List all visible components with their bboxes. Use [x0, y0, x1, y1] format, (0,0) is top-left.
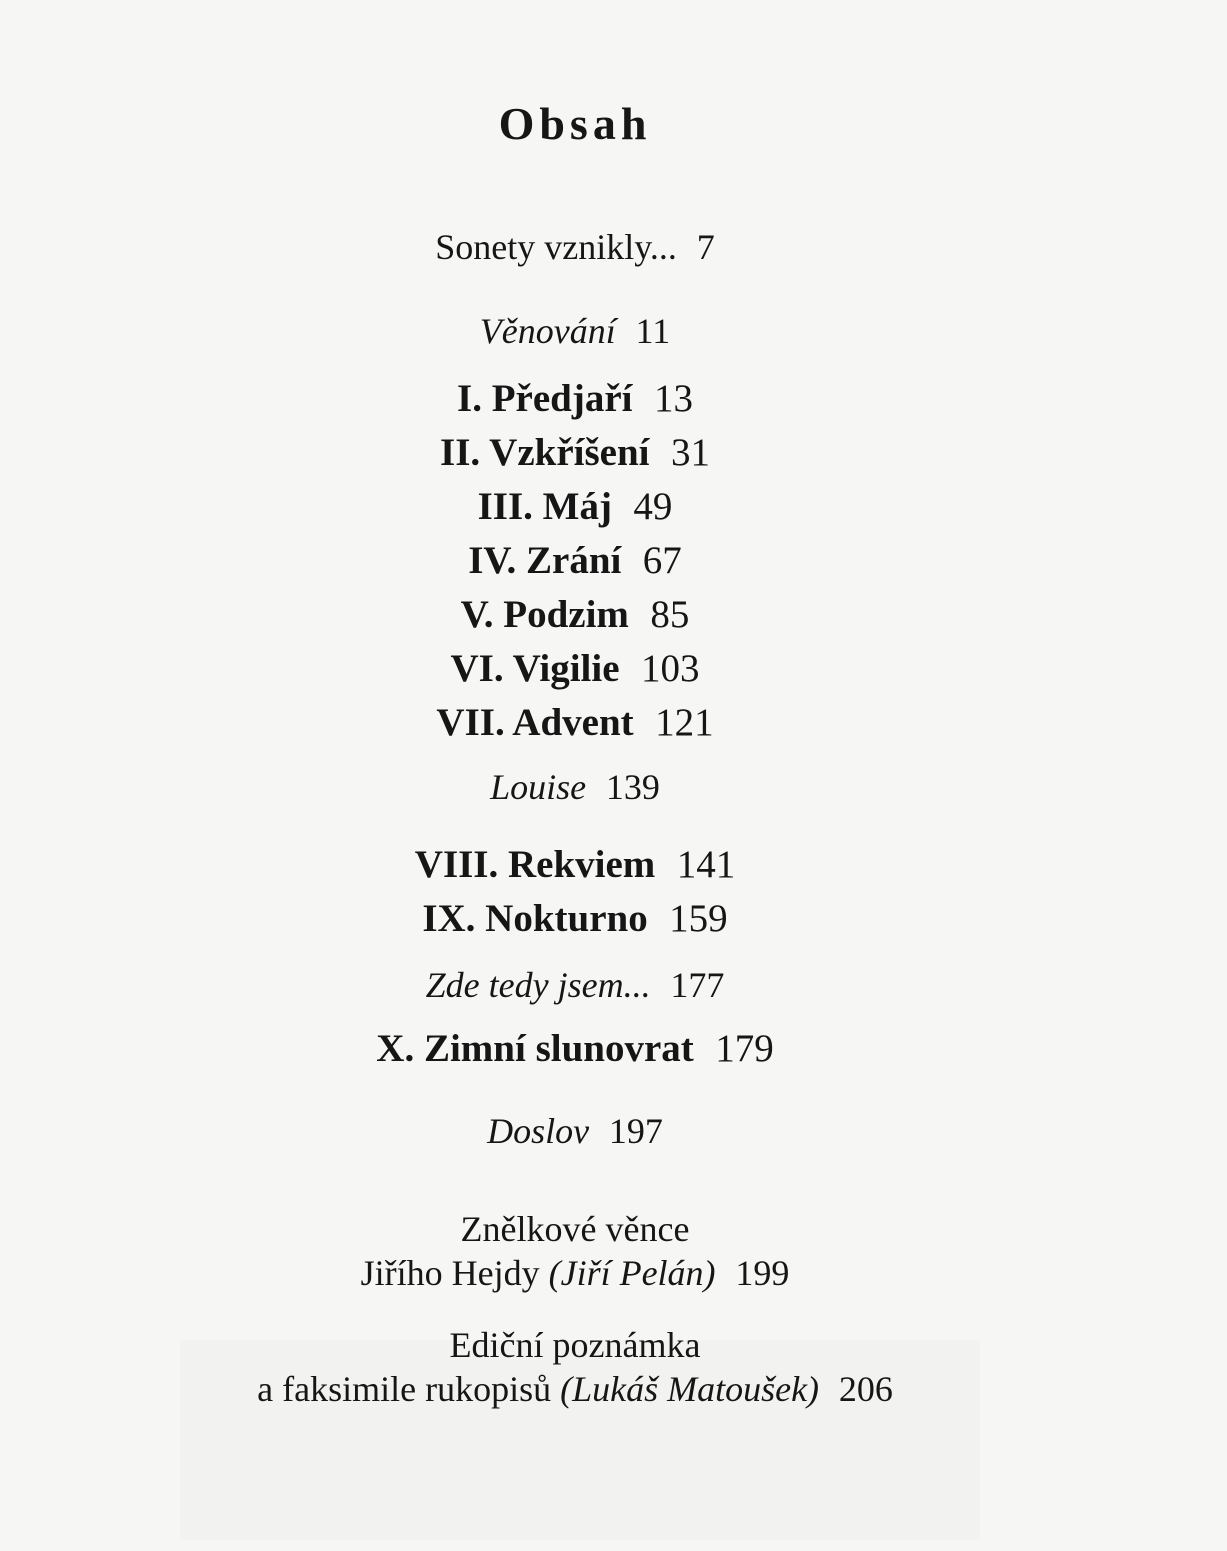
toc-label: Louise — [490, 767, 587, 807]
toc-entry-multiline-line1 — [0, 1322, 1150, 1368]
toc-label: Zde tedy jsem... — [425, 965, 651, 1005]
toc-entry — [0, 646, 1150, 692]
toc-label: Ediční poznámka — [449, 1325, 701, 1365]
toc-label: X. Zimní slunovrat — [376, 1027, 694, 1070]
toc-entry — [0, 896, 1150, 942]
toc-page: 7 — [696, 227, 715, 267]
toc-page: 121 — [655, 701, 714, 744]
toc-page: 103 — [640, 647, 700, 690]
toc-page: 199 — [735, 1253, 790, 1293]
toc-label: Sonety vznikly... — [435, 227, 677, 267]
toc-page: 67 — [642, 539, 682, 582]
toc-entry — [0, 842, 1150, 888]
toc-entry — [0, 1108, 1150, 1154]
toc-label: Jiřího Hejdy — [360, 1253, 540, 1293]
toc-label: a faksimile rukopisů — [257, 1369, 552, 1409]
toc-entry — [0, 764, 1150, 810]
toc-page: 13 — [653, 377, 693, 420]
toc-page: 159 — [669, 897, 728, 940]
toc-page: 179 — [715, 1027, 774, 1070]
toc-label: V. Podzim — [460, 593, 629, 636]
toc-entry — [0, 700, 1150, 746]
toc-entry — [0, 538, 1150, 584]
toc-entry — [0, 224, 1150, 270]
toc-label: Znělkové věnce — [460, 1209, 690, 1249]
toc-author: (Jiří Pelán) — [548, 1253, 716, 1293]
toc-label: Doslov — [487, 1111, 590, 1151]
toc-page: 141 — [676, 843, 736, 886]
toc-page: 197 — [608, 1111, 663, 1151]
toc-author: (Lukáš Matoušek) — [560, 1369, 820, 1409]
toc-label: VIII. Rekviem — [414, 843, 656, 886]
page-title: Obsah — [498, 98, 652, 149]
toc-label: VII. Advent — [436, 701, 634, 744]
toc-page: 206 — [838, 1369, 893, 1409]
toc-entry — [0, 1026, 1150, 1072]
toc-entry-multiline-line1 — [0, 1206, 1150, 1252]
toc-entry — [0, 484, 1150, 530]
toc-entry — [0, 962, 1150, 1008]
toc-label: II. Vzkříšení — [440, 431, 650, 474]
toc-label: III. Máj — [477, 485, 612, 528]
toc-label: VI. Vigilie — [450, 647, 620, 690]
toc-page: 31 — [670, 431, 710, 474]
toc-entry-multiline-line2 — [0, 1250, 1150, 1296]
toc-page: 11 — [635, 311, 671, 351]
toc-page: 49 — [633, 485, 673, 528]
toc-entry-multiline-line2 — [0, 1366, 1150, 1412]
toc-entry — [0, 430, 1150, 476]
toc-entry — [0, 592, 1150, 638]
toc-entry — [0, 376, 1150, 422]
toc-page: 85 — [650, 593, 690, 636]
toc-entry — [0, 308, 1150, 354]
toc-page: 139 — [605, 767, 660, 807]
toc-label: IX. Nokturno — [422, 897, 648, 940]
toc-label: I. Předjaří — [457, 377, 633, 420]
toc-page: 177 — [670, 965, 725, 1005]
toc-label: Věnování — [479, 311, 616, 351]
toc-label: IV. Zrání — [468, 539, 622, 582]
